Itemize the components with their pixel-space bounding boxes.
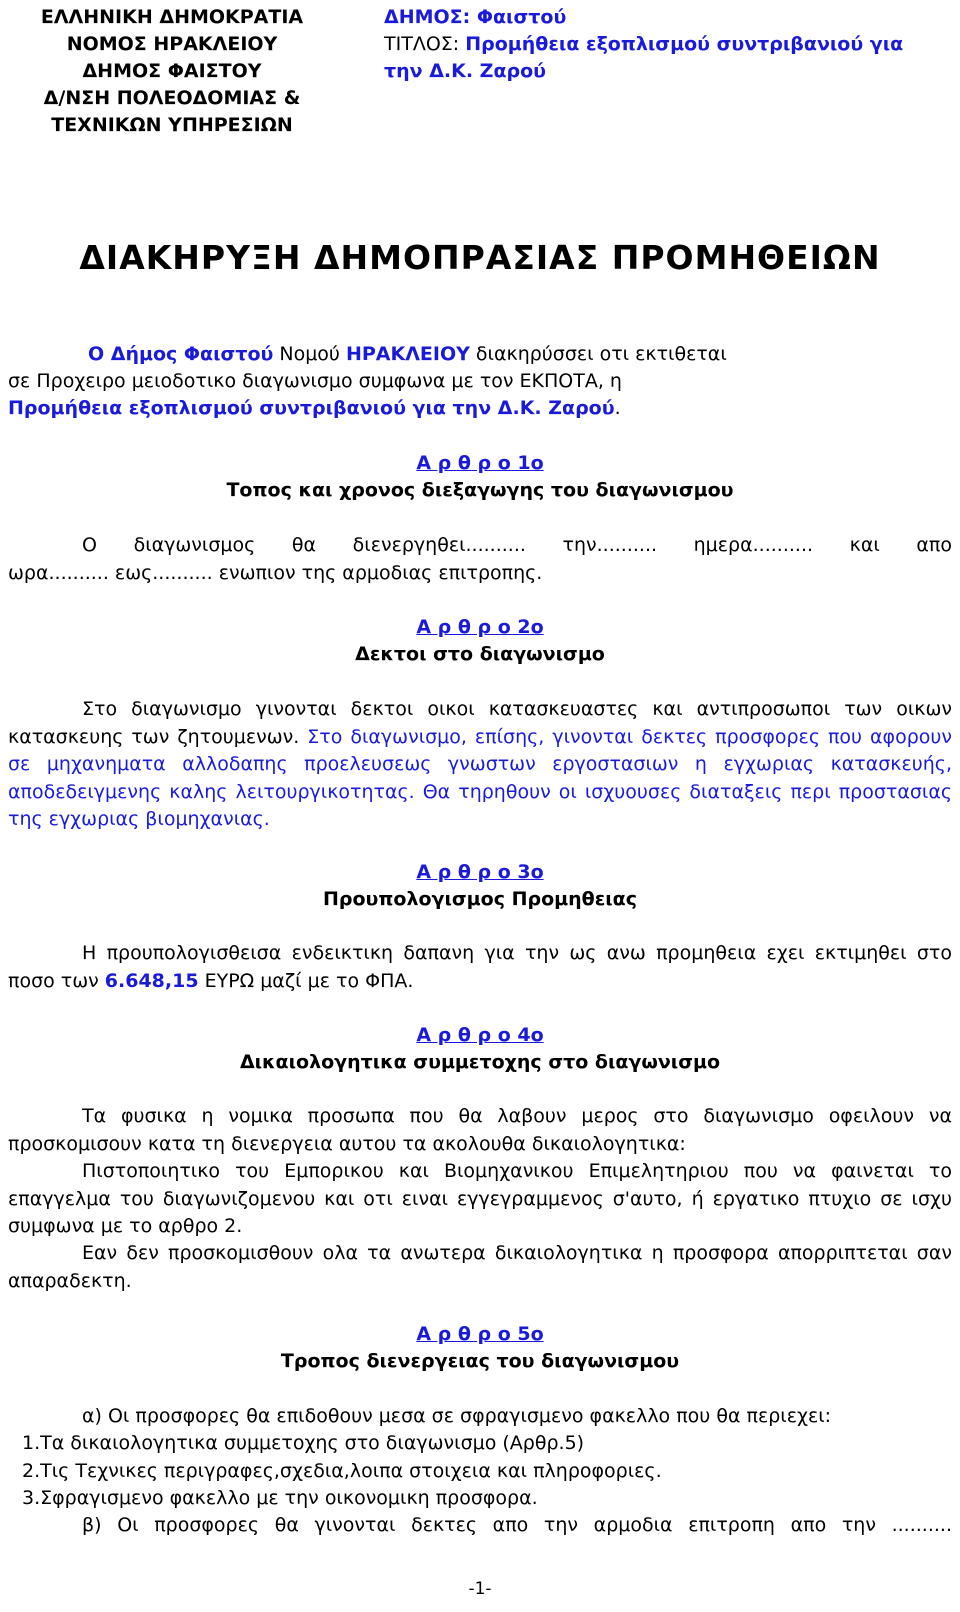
article-3-heading: Α ρ θ ρ ο 3ο	[416, 861, 544, 883]
intro-text: διακηρύσσει οτι εκτιθεται	[469, 343, 727, 365]
article-2-title: Δεκτοι στο διαγωνισμο	[355, 643, 605, 665]
page-number: -1-	[468, 1579, 492, 1599]
article-1-paragraph-cont: ωρα.......... εως.......... ενωπιον της αρμοδιας επιτροπης.	[8, 562, 543, 584]
authority-line: ΝΟΜΟΣ ΗΡΑΚΛΕΙΟΥ	[66, 33, 278, 55]
article-2-heading: Α ρ θ ρ ο 2ο	[416, 616, 544, 638]
article-1-title: Τοπος και χρονος διεξαγωγης του διαγωνισμου	[226, 479, 734, 501]
article-1-paragraph: Ο διαγωνισμος θα διενεργηθει.......... την.......... ημερα.......... και απο	[82, 534, 952, 556]
authority-line: ΤΕΧΝΙΚΩΝ ΥΠΗΡΕΣΙΩΝ	[51, 114, 293, 136]
article-5-paragraph-b: β) Οι προσφορες θα γινονται δεκτες απο την αρμοδια επιτροπη απο την ..........	[82, 1514, 952, 1536]
article-5-paragraph-a: α) Οι προσφορες θα επιδοθουν μεσα σε σφραγισμενο φακελλο που θα περιεχει:	[82, 1405, 832, 1427]
article-5-title: Τροπος διενεργειας του διαγωνισμου	[280, 1350, 680, 1372]
prefecture-name: ΗΡΑΚΛΕΙΟΥ	[345, 343, 470, 365]
page-title-text: ΔΙΑΚΗΡΥΞΗ ΔΗΜΟΠΡΑΣΙΑΣ ΠΡΟΜΗΘΕΙΩΝ	[79, 238, 881, 277]
list-item: 3.Σφραγισμενο φακελλο με την οικονομικη προσφορα.	[22, 1487, 538, 1509]
municipality-name: Ο Δήμος Φαιστού	[88, 343, 274, 365]
page-title	[0, 240, 960, 281]
title-line	[384, 31, 954, 58]
article-3-text: Η προυπολογισθεισα ενδεικτικη δαπανη για την ως ανω προμηθεια εχει εκτιμηθει στο ποσο των	[8, 942, 952, 992]
intro-text: .	[614, 397, 621, 419]
intro-line-2: σε Προχειρο μειοδοτικο διαγωνισμο συμφωνα με τον ΕΚΠΟΤΑ, η	[8, 370, 622, 392]
article-2-paragraph	[8, 696, 952, 834]
list-item: 2.Τις Τεχνικες περιγραφες,σχεδια,λοιπα στοιχεια και πληροφοριες.	[22, 1460, 662, 1482]
article-1-heading: Α ρ θ ρ ο 1ο	[416, 452, 544, 474]
title-value: Προμήθεια εξοπλισμού συντριβανιού για	[465, 33, 904, 55]
article-4-paragraph-1: Τα φυσικα η νομικα προσωπα που θα λαβουν μερος στο διαγωνισμο οφειλουν να προσκομισουν κατα τη διενεργεια αυτου τα ακολουθα δικαιολογητικα:	[8, 1105, 952, 1155]
title-value-cont: την Δ.Κ. Ζαρού	[384, 60, 547, 82]
document-header	[384, 4, 954, 85]
authority-line: Δ/ΝΣΗ ΠΟΛΕΟΔΟΜΙΑΣ &	[43, 87, 301, 109]
title-label: ΤΙΤΛΟΣ:	[384, 33, 460, 55]
authority-line: ΕΛΛΗΝΙΚΗ ΔΗΜΟΚΡΑΤΙΑ	[40, 6, 304, 28]
article-3-paragraph	[8, 940, 952, 995]
article-3-text: ΕΥΡΩ μαζί με το ΦΠΑ.	[198, 969, 414, 992]
article-4-paragraph-3: Εαν δεν προσκομισθουν ολα τα ανωτερα δικαιολογητικα η προσφορα απορριπτεται σαν απαραδεκτη.	[8, 1242, 952, 1292]
budget-amount: 6.648,15	[104, 969, 199, 992]
intro-text: Νομού	[273, 343, 346, 365]
intro-line-1	[88, 341, 727, 368]
procurement-title: Προμήθεια εξοπλισμού συντριβανιού για την Δ.Κ. Ζαρού	[8, 397, 615, 419]
authority-line: ΔΗΜΟΣ ΦΑΙΣΤΟΥ	[82, 60, 262, 82]
municipality-label: ΔΗΜΟΣ: Φαιστού	[384, 6, 567, 28]
article-3-title: Προυπολογισμος Προμηθειας	[322, 888, 637, 910]
list-item: 1.Τα δικαιολογητικα συμμετοχης στο διαγωνισμο (Αρθρ.5)	[22, 1432, 585, 1454]
article-4-title: Δικαιολογητικα συμμετοχης στο διαγωνισμο	[239, 1051, 721, 1073]
article-4-paragraph-2: Πιστοποιητικο του Εμπορικου και Βιομηχανικου Επιμελητηριου που να φαινεται το επαγγελμα του διαγωνιζομενου και οτι ειναι εγγεγραμμενος σ'αυτο, ή εργατικο πτυχιο σε ισχυ συμφωνα με το αρθρο 2.	[8, 1160, 952, 1237]
intro-line-3	[8, 395, 621, 422]
article-5-heading: Α ρ θ ρ ο 5ο	[416, 1323, 544, 1345]
article-2-text: Στο διαγωνισμο γινονται δεκτοι οικοι κατασκευαστες και αντιπροσωποι των οικων κατασκευης των ζητουμενων.	[8, 698, 952, 748]
issuing-authority	[8, 4, 336, 139]
article-4-heading: Α ρ θ ρ ο 4ο	[416, 1024, 544, 1046]
article-2-text-highlight: Στο διαγωνισμο, επίσης, γινονται δεκτες προσφορες που αφορουν σε μηχανηματα αλλοδαπης προελευσεως γνωστων εργοστασιων η εγχωριας κατασκευής, αποδεδειγμενης καλης λειτουργικοτητας. Θα τηρηθουν οι ισχυουσες διαταξεις περι προστασιας της εγχωριας βιομηχανιας.	[8, 725, 952, 830]
